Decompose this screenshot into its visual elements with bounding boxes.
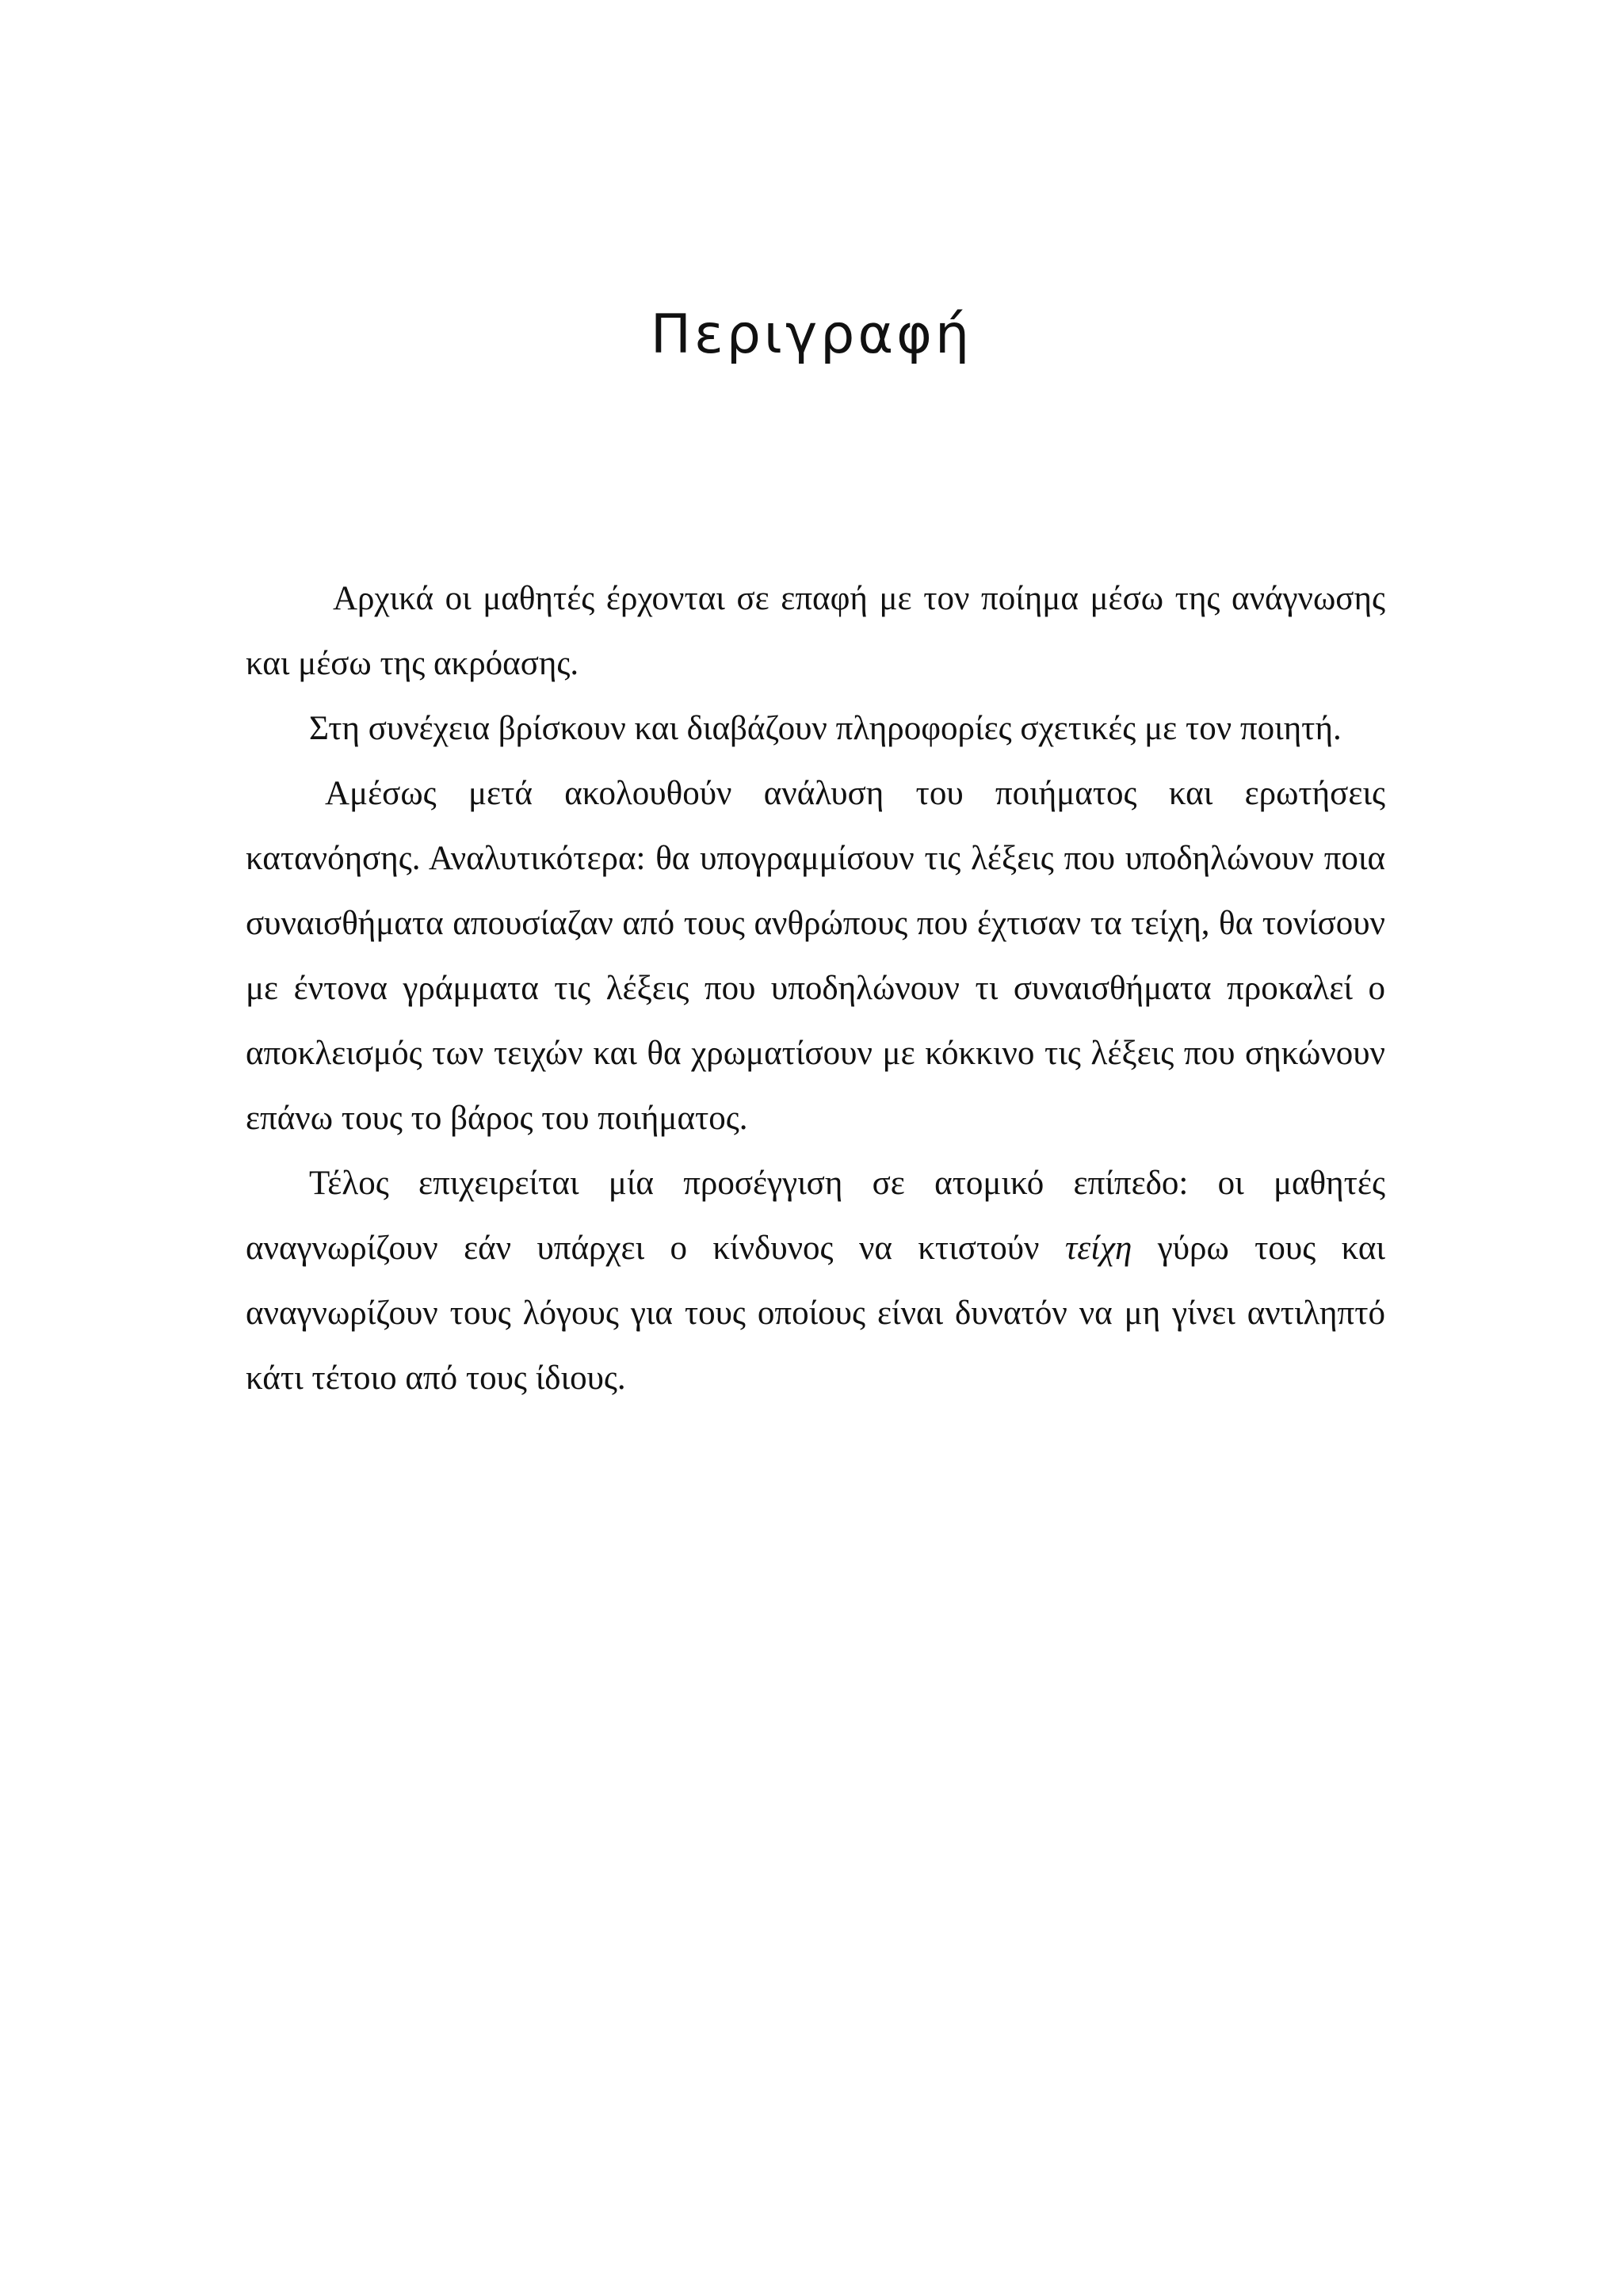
paragraph-conclusion [246, 1151, 1385, 1411]
paragraph-introduction: Αρχικά οι μαθητές έρχονται σε επαφή με τον ποίημα μέσω της ανάγνωσης και μέσω της ακρόασης. [246, 580, 1385, 682]
conclusion-text-start: Τέλος επιχειρείται μία προσέγγιση σε ατομικό επίπεδο: οι μαθητές αναγνωρίζουν εάν υπάρχει ο κίνδυνος να κτιστούν [246, 1165, 1385, 1267]
paragraph-analysis: Αμέσως μετά ακολουθούν ανάλυση του ποιήματος και ερωτήσεις κατανόησης. Αναλυτικότερα: θα υπογραμμίσουν τις λέξεις που υποδηλώνουν ποια συναισθήματα απουσίαζαν από τους ανθρώπους που έχτισαν τα τείχη, θα τονίσουν με έντονα γράμματα τις λέξεις που υποδηλώνουν τι συναισθήματα προκαλεί ο αποκλεισμός των τειχών και θα χρωματίσουν με κόκκινο τις λέξεις που σηκώνουν επάνω τους το βάρος του ποιήματος. [246, 775, 1385, 1137]
conclusion-text-end: γύρω τους και αναγνωρίζουν τους λόγους για τους οποίους είναι δυνατόν να μη γίνει αντιληπτό κάτι τέτοιο από τους ίδιους. [246, 1230, 1385, 1397]
page-title: Περιγραφή [650, 303, 973, 366]
document-body [246, 566, 1385, 1411]
paragraph-poet-info: Στη συνέχεια βρίσκουν και διαβάζουν πληροφορίες σχετικές με τον ποιητή. [309, 710, 1342, 747]
conclusion-italic-word: τείχη [1064, 1230, 1132, 1267]
